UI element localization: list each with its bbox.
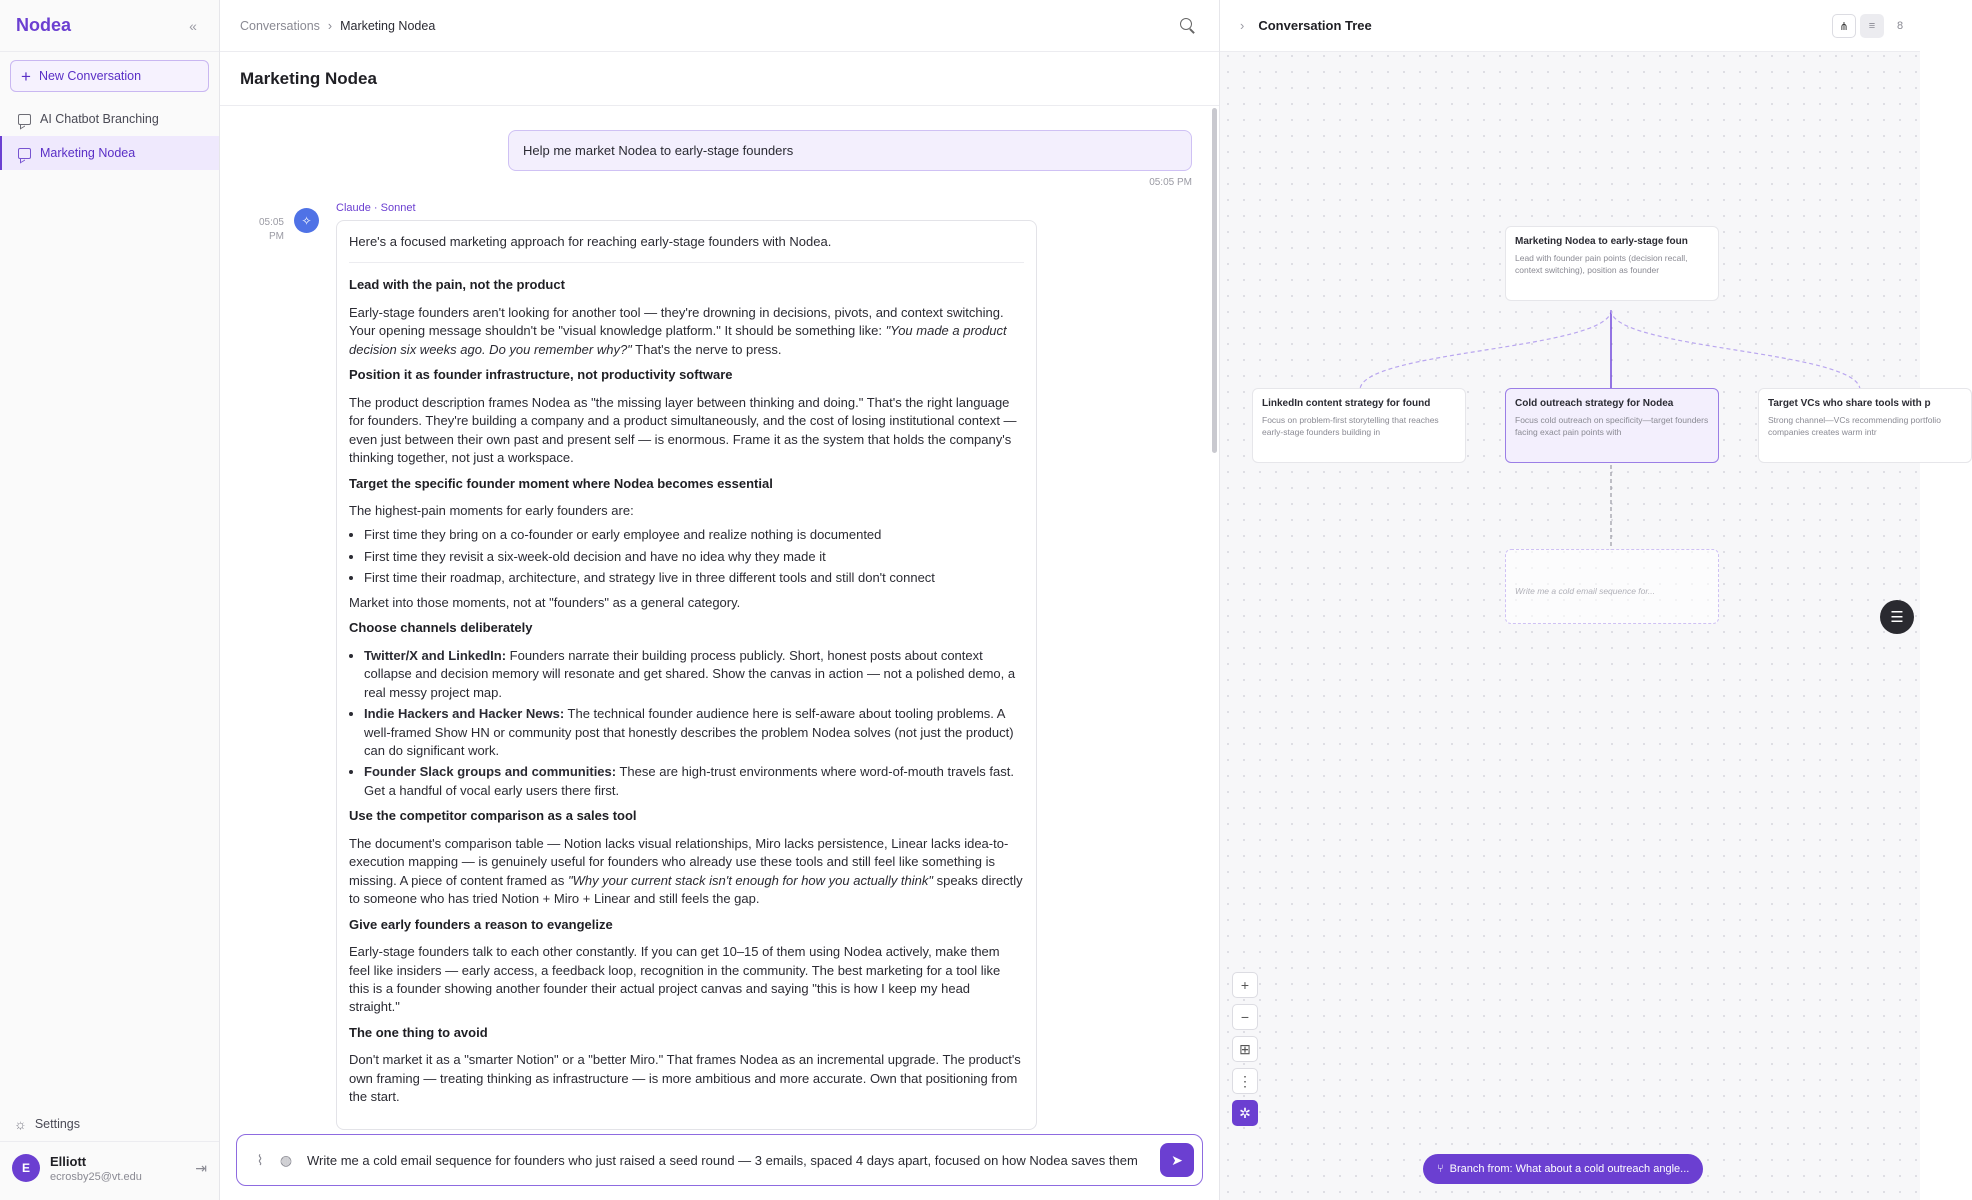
new-conversation-button[interactable] (10, 60, 209, 92)
breadcrumb-separator: › (327, 18, 333, 33)
bullet-list (349, 526, 1024, 587)
bold-text: Founder Slack groups and communities: (364, 764, 617, 780)
user-message-bubble[interactable]: Help me market Nodea to early-stage founders (508, 130, 1192, 171)
section-heading: Lead with the pain, not the product (349, 277, 565, 293)
sidebar-item-ai-chatbot-branching[interactable] (0, 102, 219, 136)
node-title: Marketing Nodea to early-stage foun (1515, 236, 1688, 247)
tree-node-target-vcs[interactable] (1758, 388, 1972, 463)
tree-view-icon[interactable]: ⋔ (1832, 14, 1856, 38)
user-info (50, 1154, 185, 1183)
section-heading: Choose channels deliberately (349, 620, 533, 636)
branch-from-button[interactable] (1423, 1154, 1703, 1184)
user-name: Elliott (50, 1153, 87, 1169)
new-conversation-label: New Conversation (38, 69, 142, 83)
breadcrumb (240, 19, 435, 33)
assistant-time-ampm: PM (269, 231, 284, 242)
connector-line (1360, 310, 1611, 390)
list-item (364, 647, 1024, 702)
branch-icon: ⑂ (1437, 1163, 1444, 1175)
bold-text: Twitter/X and LinkedIn: (364, 647, 507, 663)
list-view-icon[interactable]: ≡ (1860, 14, 1884, 38)
list-item (364, 705, 1024, 760)
gear-icon: ☼ (14, 1115, 27, 1132)
top-bar (220, 0, 1219, 52)
section-paragraph: Don't market it as a "smarter Notion" or a "better Miro." That frames Nodea as an incremental upgrade. The product's own framing — treating thinking as infrastructure — is more ambitious and more accurate. Own that positioning from the start. (349, 1052, 1021, 1105)
tree-title: Conversation Tree (1258, 18, 1372, 33)
section-paragraph: The product description frames Nodea as "the missing layer between thinking and doing." That's the right language for founders. They're building a company and a product simultaneously, and the cost of losing institutional context — even just between their own past and present self — is enormous. Frame it as the system that holds the company's thinking together, not just a workspace. (349, 394, 1017, 466)
fit-view-icon[interactable]: ⊞ (1232, 1036, 1258, 1062)
chat-bubble-icon (18, 148, 31, 159)
chat-panel (220, 0, 1220, 1200)
node-summary: Focus on problem-first storytelling that reaches early-stage founders building in (1262, 415, 1439, 437)
text-span: That's the nerve to press. (631, 341, 782, 357)
section-heading: The one thing to avoid (349, 1024, 488, 1040)
tree-node-draft[interactable] (1505, 549, 1719, 624)
menu-icon[interactable]: ☰ (1880, 600, 1914, 634)
conversation-list (0, 102, 219, 170)
sidebar-item-label: Marketing Nodea (40, 146, 136, 160)
list-item (364, 763, 1024, 800)
section-paragraph (349, 304, 1024, 359)
send-button[interactable]: ➤ (1160, 1143, 1194, 1177)
message-input[interactable]: Write me a cold email sequence for founders who just raised a seed round — 3 emails, spaced 4 days apart, focused on how Nodea saves them (307, 1152, 1138, 1168)
node-summary: Focus cold outreach on specificity—target founders facing exact pain points with (1515, 415, 1709, 437)
user-message (508, 130, 1192, 188)
assistant-message-time (254, 216, 284, 244)
message-thread[interactable] (220, 106, 1219, 1116)
breadcrumb-current: Marketing Nodea (340, 18, 436, 33)
list-item: • First time they revisit a six-week-old decision and have no idea why they made it (364, 548, 1024, 566)
search-icon[interactable] (1177, 15, 1199, 37)
section-paragraph: The highest-pain moments for early founders are: (349, 502, 634, 518)
node-title: Cold outreach strategy for Nodea (1515, 398, 1674, 409)
node-title: Target VCs who share tools with p (1768, 398, 1931, 409)
section-paragraph (349, 835, 1024, 909)
user-email: ecrosby25@vt.edu (50, 1170, 142, 1183)
app-logo: Nodea (16, 15, 72, 35)
assistant-time-hour: 05:05 (258, 217, 284, 228)
node-summary: Strong channel—VCs recommending portfolio companies creates warm intr (1768, 415, 1941, 437)
list-item: • First time they bring on a co-founder or early employee and realize nothing is documented (364, 526, 1024, 544)
node-summary: Lead with founder pain points (decision recall, context switching), position as founder (1515, 253, 1688, 275)
text-span: The technical founder audience here is self-aware about tooling problems. A well-framed Show HN or community post that honestly describes the problem Nodea solves (not just the product) can do significant work. (364, 706, 1014, 758)
plus-icon: + (21, 66, 31, 86)
title-bar (220, 52, 1219, 106)
page-title: Marketing Nodea (240, 68, 377, 88)
avatar[interactable]: E (12, 1154, 40, 1182)
settings-button[interactable] (0, 1106, 219, 1142)
settings-label: Settings (34, 1116, 81, 1131)
model-label: Claude · Sonnet (336, 202, 416, 214)
sidebar-header (0, 0, 219, 52)
text-span: Founders narrate their building process publicly. Short, honest posts about context collapse and decision memory will resonate and get shared. Show the canvas in action — not a polished demo, a real messy project map. (364, 647, 1016, 700)
chevron-right-icon[interactable]: › (1240, 18, 1245, 33)
zoom-controls (1232, 972, 1258, 1126)
layout-vertical-icon[interactable]: ⋮ (1232, 1068, 1258, 1094)
section-paragraph: Market into those moments, not at "founders" as a general category. (349, 594, 741, 610)
text-span: Early-stage founders aren't looking for another tool — they're drowning in decisions, pivots, and context switching. Your opening message shouldn't be "visual knowledge platform." It should be something like: (349, 304, 1004, 339)
emphasis-text: "You made a product decision six weeks ago. Do you remember why?" (349, 323, 1007, 357)
section-heading: Position it as founder infrastructure, not productivity software (349, 367, 733, 383)
list-item: • First time their roadmap, architecture, and strategy live in three different tools and still don't connect (364, 569, 1024, 587)
section-heading: Use the competitor comparison as a sales tool (349, 808, 637, 824)
assistant-sparkle-icon: ✧ (294, 208, 319, 233)
sidebar (0, 0, 220, 1200)
bullet-list (349, 647, 1024, 801)
text-span: speaks directly to someone who has tried Notion + Miro + Linear and still feels the gap. (349, 872, 1023, 907)
section-heading: Target the specific founder moment where Nodea becomes essential (349, 475, 773, 491)
zoom-out-button[interactable]: − (1232, 1004, 1258, 1030)
sidebar-item-marketing-nodea[interactable] (0, 136, 219, 170)
text-span: The document's comparison table — Notion lacks visual relationships, Miro lacks persistence, Linear lacks idea-to-execution mapping — is genuinely useful for founders who already use these tools and still feel like something is missing. A piece of content framed as (349, 835, 1009, 888)
text-span: These are high-trust environments where word-of-mouth travels fast. Get a handful of vocal early users there first. (364, 764, 1014, 798)
tree-node-linkedin[interactable] (1252, 388, 1466, 463)
section-heading: Give early founders a reason to evangelize (349, 916, 613, 932)
tree-node-cold-outreach[interactable] (1505, 388, 1719, 463)
user-message-time: 05:05 PM (1149, 177, 1192, 188)
conversation-tree-panel[interactable] (1220, 0, 1941, 1200)
section-paragraph: Early-stage founders talk to each other constantly. If you can get 10–15 of them using Nodea actively, make them feel like insiders — early access, a feedback loop, recognition in the community. The best marketing for a tool like this is a founder showing another founder their actual project canvas and saying "this is how I keep my head straight." (349, 944, 1001, 1015)
connector-line (1611, 310, 1860, 390)
tree-node-root[interactable] (1505, 226, 1719, 301)
breadcrumb-conversations[interactable]: Conversations (240, 18, 320, 33)
paperclip-icon[interactable]: ⌇ (256, 1151, 264, 1168)
collapse-sidebar-icon[interactable]: « (189, 17, 197, 34)
message-composer[interactable] (236, 1134, 1203, 1186)
globe-icon[interactable]: ◍ (279, 1151, 293, 1168)
node-title: LinkedIn content strategy for found (1262, 398, 1431, 409)
branch-label: Branch from: What about a cold outreach angle... (1449, 1163, 1690, 1175)
draft-node-placeholder: Write me a cold email sequence for... (1515, 586, 1655, 596)
emphasis-text: "Why your current stack isn't enough for how you actually think" (567, 872, 934, 888)
scrollbar[interactable] (1212, 108, 1217, 453)
logout-icon[interactable]: ⇥ (195, 1159, 207, 1176)
user-profile (0, 1146, 219, 1190)
assistant-message-card[interactable] (336, 220, 1037, 1130)
settings-cog-icon[interactable]: ✲ (1232, 1100, 1258, 1126)
zoom-in-button[interactable]: + (1232, 972, 1258, 998)
chat-bubble-icon (18, 114, 31, 125)
assistant-intro: Here's a focused marketing approach for reaching early-stage founders with Nodea. (349, 233, 1024, 263)
bold-text: Indie Hackers and Hacker News: (364, 706, 565, 722)
sidebar-item-label: AI Chatbot Branching (40, 112, 159, 126)
node-count-badge: 8 (1896, 20, 1904, 32)
